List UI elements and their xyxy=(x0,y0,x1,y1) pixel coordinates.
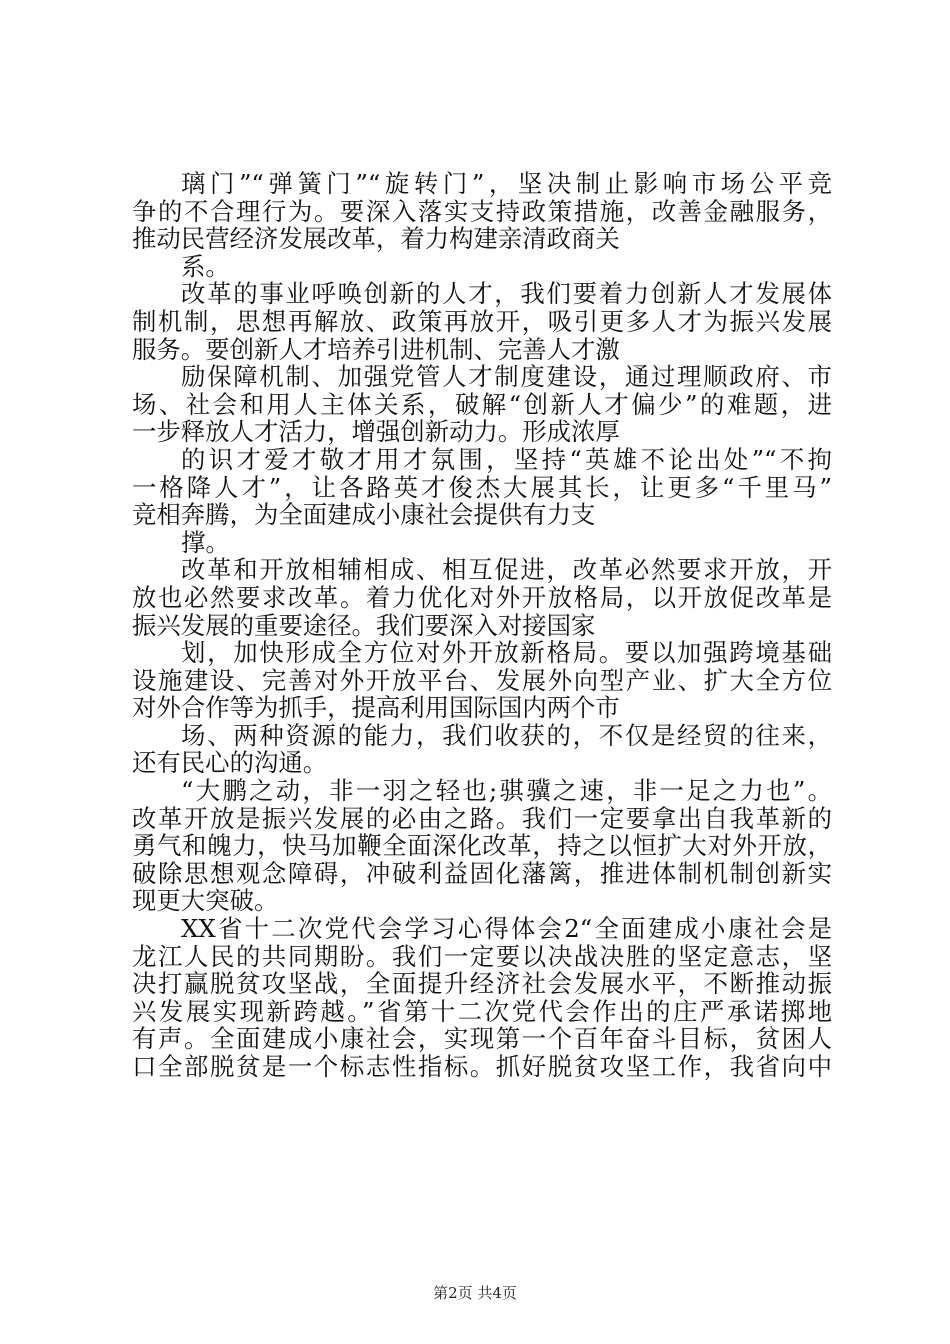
page-footer: 第2页 共4页 xyxy=(433,1284,517,1302)
text-line: 一步释放人才活力，增强创新动力。形成浓厚 xyxy=(132,418,620,446)
text-line: 服务。要创新人才培养引进机制、完善人才激 xyxy=(132,335,620,364)
text-line: 划，加快形成全方位对外开放新格局。要以加强跨境基础 xyxy=(181,639,832,667)
text-line: 龙江人民的共同期盼。我们一定要以决战决胜的坚定意志，坚 xyxy=(132,942,832,971)
text-line: 场、社会和用人主体关系，破解“创新人才偏少”的难题，进 xyxy=(132,390,832,419)
text-line: 设施建设、完善对外开放平台、发展外向型产业、扩大全方位 xyxy=(132,666,832,695)
text-line: XX省十二次党代会学习心得体会2“全面建成小康社会是 xyxy=(181,915,832,943)
text-line: 还有民心的沟通。 xyxy=(132,749,328,778)
text-line: 放也必然要求改革。着力优化对外开放格局，以开放促改革是 xyxy=(132,583,832,612)
text-line: “大鹏之动，非一羽之轻也;骐骥之速，非一足之力也”。 xyxy=(181,777,832,805)
text-line: 竞相奔腾，为全面建成小康社会提供有力支 xyxy=(132,501,596,529)
body-text xyxy=(132,170,832,1081)
text-line: 改革开放是振兴发展的必由之路。我们一定要拿出自我革新的 xyxy=(132,804,832,833)
text-line: 有声。全面建成小康社会，实现第一个百年奋斗目标，贫困人 xyxy=(132,1025,832,1053)
text-line: 现更大突破。 xyxy=(132,887,279,916)
text-line: 制机制，思想再解放、政策再放开，吸引更多人才为振兴发展 xyxy=(132,307,832,336)
text-line: 场、两种资源的能力，我们收获的，不仅是经贸的往来， xyxy=(181,721,832,750)
text-line: 励保障机制、加强党管人才制度建设，通过理顺政府、市 xyxy=(181,363,832,391)
text-line: 勇气和魄力，快马加鞭全面深化改革，持之以恒扩大对外开放， xyxy=(132,832,832,860)
text-line: 对外合作等为抓手，提高利用国际国内两个市 xyxy=(132,694,620,722)
text-line: 系。 xyxy=(181,252,230,281)
text-line: 振兴发展的重要途径。我们要深入对接国家 xyxy=(132,611,596,640)
text-line: 撑。 xyxy=(181,528,230,557)
text-line: 的识才爱才敬才用才氛围，坚持“英雄不论出处”“不拘 xyxy=(181,445,832,474)
text-line: 兴发展实现新跨越。”省第十二次党代会作出的庄严承诺掷地 xyxy=(132,997,832,1026)
text-line: 推动民营经济发展改革，着力构建亲清政商关 xyxy=(132,225,620,253)
text-line: 改革和开放相辅相成、相互促进，改革必然要求开放，开 xyxy=(181,556,832,584)
text-line: 争的不合理行为。要深入落实支持政策措施，改善金融服务， xyxy=(132,197,832,226)
text-line: 璃门”“弹簧门”“旋转门”，坚决制止影响市场公平竞 xyxy=(181,170,832,198)
text-line: 一格降人才”，让各路英才俊杰大展其长，让更多“千里马” xyxy=(132,473,832,502)
text-line: 破除思想观念障碍，冲破利益固化藩篱，推进体制机制创新实 xyxy=(132,859,832,888)
text-line: 改革的事业呼唤创新的人才，我们要着力创新人才发展体 xyxy=(181,280,832,308)
text-line: 决打赢脱贫攻坚战，全面提升经济社会发展水平，不断推动振 xyxy=(132,970,832,998)
text-line: 口全部脱贫是一个标志性指标。抓好脱贫攻坚工作，我省向中 xyxy=(132,1053,832,1081)
